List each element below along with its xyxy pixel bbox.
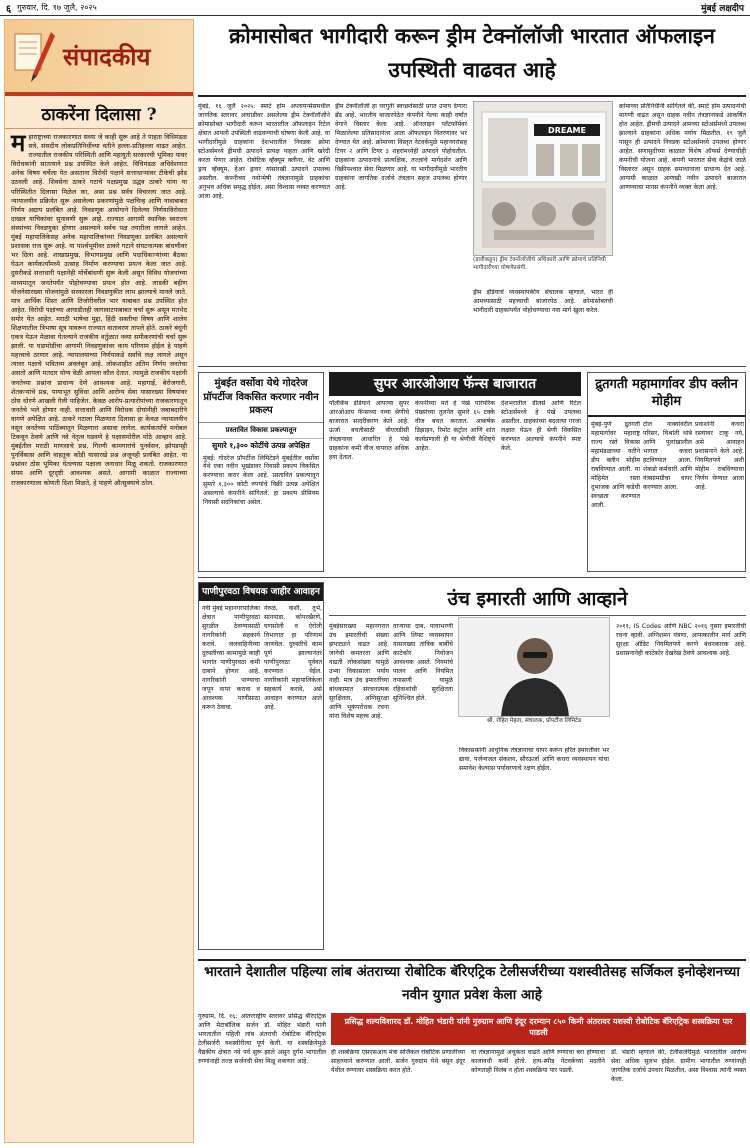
telesurgery-column-4: डॉ. भंडारी म्हणाले की, टेलीसर्जरीमुळे भारतातील आरोग्य सेवा अधिक सुलभ होईल. ग्रामीण भागातील रुग्णांनाही जागतिक दर्जाचे उपचार मिळतील, असा विश्वास त्यांनी व्यक्त केला.	[611, 1049, 746, 1083]
editorial-banner	[5, 20, 193, 96]
telesurgery-column-2: ही शस्त्रक्रिया एसएसआय मंत्रा सर्जिकल रोबोटिक प्रणालीच्या साहाय्याने करण्यात आली. सर्जन गुरुग्राम येथे बसून इंदूर येथील रुग्णावर शस्त्रक्रिया करत होते.	[331, 1049, 465, 1074]
tall-buildings-column-2: वाऱ्याचा दाब, पायाभरणी आणि लिफ्ट व्यवस्थापन यासारख्या तांत्रिक बाबींचे काटेकोर नियोजन आवश्यक असते. नियमांचे पालन आणि नियमित तपासणी यामुळे रहिवाशांची सुरक्षितता सुनिश्चित होते.	[393, 623, 453, 702]
story1-column-4: क्रोमाच्या प्रतिनिधींनी सांगितले की, स्मार्ट होम उत्पादनांची मागणी वाढत असून ग्राहक नवीन तंत्रज्ञानाकडे आकर्षित होत आहेत. ड्रीमची उत्पादने आमच्या स्टोअर्समध्ये उपलब्ध झाल्याने ग्राहकांना अधिक पर्याय मिळतील. १९ जुलै पासून ही उत्पादने निवडक स्टोअर्समध्ये उपलब्ध होणार आहेत. सणासुदीच्या काळात विशेष ऑफर्स देण्याचीही कंपनीची योजना आहे. कंपनी भारतात सेवा केंद्रांचे जाळे विस्तारत असून ग्राहक समाधानाला प्राधान्य देत आहे. आगामी काळात आणखी नवीन उत्पादने बाजारात आणण्याचा मानस कंपनीने व्यक्त केला आहे.	[619, 103, 746, 191]
godrej-body: मुंबई: गोदरेज प्रॉपर्टीज लिमिटेडने मुंबईतील वर्सोवा येथे एका नवीन भूखंडावर निवासी प्रकल्प विकसित करण्याचा करार केला आहे. प्रस्तावित प्रकल्पातून सुमारे १,३०० कोटी रुपयांचे विक्री उत्पन्न अपेक्षित असल्याचे कंपनीने सांगितले. हा प्रकल्प प्रीमियम निवासी सदनिकांचा असेल.	[203, 454, 319, 507]
tall-buildings-column-1: मुंबईसारख्या महानगरात उंच इमारतींची संख्या झपाट्याने वाढत आहे. जागेची कमतरता आणि वाढती लोकसंख्या यामुळे उभ्या विकासाला पर्याय नाही. मात्र उंच इमारतींच्या बांधकामात संरचनात्मक सुरक्षितता, अग्निसुरक्षा आणि भूकंपरोधक रचना यांना विशेष महत्त्व आहे.	[329, 623, 389, 720]
godrej-subhead-2: सुमारे १,३०० कोटींचे उत्पन्न अपेक्षित	[212, 440, 310, 450]
story1-column-2: ड्रीम टेक्नॉलॉजी हा घरगुती स्वच्छतेसाठी प्रगत उपाय देणारा ब्रँड आहे. भारतीय बाजारपेठेत कंपनीने गेल्या काही वर्षांत वेगाने विस्तार केला आहे. ऑनलाइन प्लॅटफॉर्मवर मिळालेल्या प्रतिसादानंतर आता ऑफलाइन वितरणावर भर देण्यात येत आहे. क्रोमाच्या विस्तृत नेटवर्कमुळे महानगरांसह टियर २ आणि टियर ३ शहरांमध्येही उत्पादने पोहोचतील. ग्राहकांना उत्पादनांचे प्रात्यक्षिक, तज्ज्ञांचे मार्गदर्शन आणि विक्रीपश्चात सेवा मिळणार आहे. या भागीदारीमुळे भारतीय ग्राहकांना जागतिक दर्जाचे तंत्रज्ञान सहज उपलब्ध होणार आहे.	[335, 103, 467, 191]
godrej-story	[198, 372, 324, 572]
tall-buildings-column-3: विकासकांनी आधुनिक तंत्रज्ञानाचा वापर करून हरित इमारतींवर भर द्यावा. पर्जन्यजल संकलन, सौरऊर्जा आणि कचरा व्यवस्थापन यांचा समावेश केल्यास पर्यावरणाचे रक्षण होईल.	[459, 747, 609, 772]
telesurgery-headline: भारताने देशातील पहिल्या लांब अंतराच्या रोबोटिक बॅरिएट्रिक टेलीसर्जरीच्या यशस्वीतेसह सर्जिकल इनोव्हेशनच्या नवीन युगात प्रवेश केला आहे	[198, 959, 746, 1007]
issue-date: गुरुवार, दि. १७ जुलै, २०२५	[17, 3, 97, 12]
super-roi-column-1: पॉलीकॅब इंडियाने आपल्या सुपर आरओआय फॅन्सच्या नव्या श्रेणीचे बाजारात सादरीकरण केले आहे. ऊर्जा बचतीसाठी बीएलडीसी तंत्रज्ञानावर आधारित हे पंखे ग्राहकांना कमी वीज वापरात अधिक हवा देतात.	[329, 400, 409, 461]
deep-clean-column-2: टोल नाक्यांवरील परिसर, विश्रांती थांबे आणि पुलांखालील भागात कचरा हटविण्यात आला. शेकडो कर्मचारी आणि यंत्रसामग्रीचा वापर करण्यात आला.	[643, 421, 692, 491]
tall-buildings-portrait	[458, 617, 610, 717]
story1-photo	[473, 101, 613, 256]
godrej-headline: मुंबईत वर्सोवा येथे गोदरेज प्रॉपर्टीज विकसित करणार नवीन प्रकल्प	[199, 373, 323, 423]
super-roi-column-3: देशभरातील डीलर्स आणि रिटेल स्टोअर्समध्ये हे पंखे उपलब्ध असतील. ग्राहकांच्या बदलत्या गरजा लक्षात घेऊन ही श्रेणी विकसित करण्यात आल्याचे कंपनीने स्पष्ट केले.	[501, 400, 581, 452]
editorial-column	[4, 19, 194, 1143]
editorial-body	[5, 129, 193, 1143]
editorial-text: हाराष्ट्राच्या राजकारणात सध्या जे काही सुरू आहे ते पाहता विधिमंडळ सत्रे, संसदीय लोकप्रतिनिधींच्या वतीने हल्ला-प्रतिहल्ला वाढत आहेत. राज्यातील राजकीय परिस्थिती आणि महायुती सरकारची भूमिका यावर विरोधकांनी सातत्याने प्रश्न उपस्थित केले आहेत. विधिमंडळ अधिवेशनात अनेक विषय चर्चेला येत असताना विरोधी पक्षाने सत्ताधाऱ्यांवर टीकेची झोड उठवली आहे. शिवसेना ठाकरे गटाचे पक्षप्रमुख उद्धव ठाकरे यांना या परिस्थितीत दिलासा मिळेल का, असा प्रश्न सर्वत्र विचारला जात आहे. न्यायालयीन प्रक्रियेत सुरू असलेल्या प्रकरणांमुळे पक्षचिन्ह आणि नावाबाबत निर्णय अद्याप प्रलंबित आहे. निवडणूक आयोगाने दिलेल्या निर्णयाविरोधात दाखल याचिकांवर सुनावणी सुरू आहे. राज्यात आगामी स्थानिक स्वराज्य संस्थांच्या निवडणुका होणार असल्याने सर्वच पक्ष तयारीला लागले आहेत. मुंबई महापालिकेसह अनेक महापालिकांच्या निवडणुका प्रलंबित असल्याने प्रशासक राज सुरू आहे. या पार्श्वभूमीवर ठाकरे गटाने संघटनात्मक बांधणीवर भर दिला आहे. शाखाप्रमुख, विभागप्रमुख आणि पदाधिकाऱ्यांच्या बैठका घेऊन कार्यकर्त्यांमध्ये उत्साह निर्माण करण्याचा प्रयत्न केला जात आहे. दुसरीकडे सत्ताधारी पक्षानेही मोर्चेबांधणी सुरू केली असून विविध योजनांच्या माध्यमातून जनतेपर्यंत पोहोचण्याचा प्रयत्न होत आहे. लाडकी बहीण योजनेसारख्या योजनांमुळे सरकारला निवडणुकीत लाभ झाल्याचे मानले जाते. मात्र आर्थिक शिस्त आणि तिजोरीवरील भार याबाबत प्रश्न उपस्थित होत आहेत. विरोधी पक्षांच्या आघाडीतही जागावाटपाबाबत चर्चा सुरू असून मतभेद समोर येत आहेत. मराठी भाषेचा मुद्दा, हिंदी सक्तीचा विषय आणि शालेय शिक्षणातील त्रिभाषा सूत्र यावरून राज्यात वातावरण तापले होते. ठाकरे बंधूंनी एकत्र येऊन मेळावा घेतल्याने राजकीय वर्तुळात नव्या समीकरणांची चर्चा सुरू झाली. या घडामोडींचा आगामी निवडणुकांवर काय परिणाम होईल हे पाहणे महत्त्वाचे ठरणार आहे. न्यायालयाच्या निर्णयाकडे सर्वांचे लक्ष लागले असून त्यावर पक्षाचे भवितव्य अवलंबून आहे. लोकशाहीत अंतिम निर्णय जनतेचा असतो आणि मतदार योग्य वेळी आपला कौल देतात. त्यामुळे राजकीय पक्षांनी जनतेच्या प्रश्नांना प्राधान्य देणे आवश्यक आहे. महागाई, बेरोजगारी, शेतकऱ्यांचे प्रश्न, पायाभूत सुविधा आणि आरोग्य सेवा यासारख्या विषयांवर ठोस धोरणे आखली गेली पाहिजेत. केवळ आरोप-प्रत्यारोपांच्या राजकारणातून जनतेचे भले होणार नाही. सत्ताधारी आणि विरोधक दोघांनीही जबाबदारीने वागणे अपेक्षित आहे. ठाकरे गटाला मिळणारा दिलासा हा केवळ न्यायालयीन नसून जनतेच्या पाठिंब्यातून मिळणारा असावा लागेल. कार्यकर्त्यांचे मनोबल टिकवून ठेवणे आणि नवे नेतृत्व घडवणे हे पक्षासमोरील मोठे आव्हान आहे. मुंबईतील मराठी माणसाचे प्रश्न, गिरणी कामगारांचे पुनर्वसन, झोपडपट्टी पुनर्विकास आणि वाहतूक कोंडी यासारखे प्रश्न अजूनही प्रलंबित आहेत. या प्रश्नांवर ठोस भूमिका घेतल्यास पक्षाला जनाधार मिळू शकतो. राजकारणात संयम आणि दूरदृष्टी आवश्यक असते. आगामी काळात राज्याच्या राजकारणाला कोणती दिशा मिळते, हे पाहणे औत्सुक्याचे ठरेल.	[11, 133, 187, 487]
page-number: ६	[6, 3, 12, 15]
super-roi-headline: सुपर आरओआय फॅन्स बाजारात	[329, 372, 581, 396]
super-roi-columns	[329, 400, 581, 570]
store-display-illustration	[474, 102, 613, 256]
godrej-subhead-1: प्रस्तावित विकास प्रकल्पातून	[199, 423, 323, 439]
deep-clean-headline: द्रुतगती महामार्गावर डीप क्लीन मोहीम	[588, 373, 745, 417]
quill-pen-icon	[11, 28, 57, 88]
water-notice	[198, 582, 324, 950]
deep-clean-story	[587, 372, 746, 572]
person-portrait-illustration	[459, 618, 610, 717]
section-divider	[198, 577, 746, 578]
story1-column-1: मुंबई, १६ जुलै २०२५: स्मार्ट होम अप्लायन्सेसमधील जागतिक स्तरावर आघाडीवर असलेल्या ड्रीम टेक्नॉलॉजीने क्रोमासोबत भागीदारी करून भारतातील ऑफलाइन रिटेल क्षेत्रात आपली उपस्थिती वाढवण्याची घोषणा केली आहे. या भागीदारीमुळे ग्राहकांना देशभरातील निवडक क्रोमा स्टोअर्समध्ये ड्रीमची उत्पादने प्रत्यक्ष पाहता आणि खरेदी करता येणार आहेत. रोबोटिक व्हॅक्यूम क्लीनर, वेट आणि ड्राय व्हॅक्यूम, हेअर ड्रायर यांसारखी उत्पादने उपलब्ध असतील. कंपनीच्या नवोन्मेषी तंत्रज्ञानामुळे ग्राहकांचा अनुभव अधिक समृद्ध होईल, असा विश्वास व्यक्त करण्यात आला आहे.	[198, 103, 330, 200]
telesurgery-column-1: गुरुग्राम, दि. १६: आंतरराष्ट्रीय स्तरावर प्रसिद्ध बॅरिएट्रिक आणि मेटाबॉलिक सर्जन डॉ. मोहित भंडारी यांनी भारतातील पहिली लांब अंतराची रोबोटिक बॅरिएट्रिक टेलीसर्जरी यशस्वीरीत्या पूर्ण केली. या शस्त्रक्रियेमुळे वैद्यकीय क्षेत्रात नवे पर्व सुरू झाले असून दुर्गम भागातील रुग्णांनाही तज्ज्ञ सर्जनची सेवा मिळू शकणार आहे.	[198, 1013, 326, 1065]
newspaper-brand: मुंबई लक्षदीप	[701, 4, 744, 14]
tall-buildings-caption: श्री. रोहित मेहता, संचालक, प्रॉपर्टीज लिमिटेड	[486, 718, 582, 724]
section-divider	[198, 366, 746, 367]
banner-rule	[5, 92, 193, 96]
page-folio	[0, 0, 750, 16]
water-notice-body	[202, 605, 322, 947]
water-notice-column-1: नवी मुंबई महानगरपालिका क्षेत्रात पाणीपुरवठा सुरळीत ठेवण्यासाठी नागरिकांनी सहकार्य करावे. जलवाहिनीच्या दुरुस्तीच्या कामामुळे काही भागांत पाणीपुरवठा कमी दाबाने होणार आहे. नागरिकांनी पाण्याचा जपून वापर करावा व आवश्यक पाणीसाठा करून ठेवावा.	[202, 605, 260, 711]
super-roi-story	[329, 372, 581, 572]
dreame-logo: DREAME	[548, 126, 586, 135]
deep-clean-column-1: मुंबई-पुणे द्रुतगती महामार्गावर महाराष्ट्र राज्य रस्ते विकास महामंडळाच्या वतीने डीप क्लीन मोहीम राबविण्यात आली. या मोहिमेत रस्ता दुभाजक आणि कडेची स्वच्छता करण्यात आली.	[591, 421, 640, 509]
telesurgery-column-3: या तंत्रज्ञानामुळे अचूकता वाढते आणि रुग्णाचा बरा होण्याचा कालावधी कमी होतो. हाय-स्पीड नेटवर्कच्या मदतीने कोणताही विलंब न होता शस्त्रक्रिया पार पडली.	[471, 1049, 605, 1074]
drop-cap: म	[11, 129, 26, 157]
tall-buildings-headline: उंच इमारती आणि आव्हाने	[329, 582, 746, 616]
deep-clean-columns	[591, 421, 744, 571]
story1-headline: क्रोमासोबत भागीदारी करून ड्रीम टेक्नॉलॉजी भारतात ऑफलाइन उपस्थिती वाढवत आहे	[198, 19, 746, 97]
tall-buildings-column-4: २०११, IS Codes आणि NBC २०१६ नुसार इमारतींची रचना व्हावी. अग्निशमन यंत्रणा, आपत्कालीन मार्ग आणि सुरक्षा ऑडिट नियमितपणे करणे बंधनकारक आहे. प्रशासनानेही काटेकोर देखरेख ठेवणे आवश्यक आहे.	[616, 623, 746, 657]
editorial-label: संपादकीय	[63, 42, 151, 71]
deep-clean-column-3: प्रवाशांनी कचरा रस्त्यावर टाकू नये, असे आवाहन प्रशासनाने केले आहे. नियमितपणे अशी मोहीम राबविण्याचा निर्णय घेण्यात आला आहे.	[695, 421, 744, 491]
story1-photo-caption: (डावीकडून) ड्रीम टेक्नॉलॉजीचे अधिकारी आणि क्रोमाचे प्रतिनिधी भागीदारीच्या घोषणेप्रसंगी.	[473, 257, 606, 271]
story1-column-3: ड्रीम इंडियाचे व्यवस्थापकीय संचालक म्हणाले, भारत ही आमच्यासाठी महत्त्वाची बाजारपेठ आहे. क्रोमासोबतची भागीदारी ग्राहकांपर्यंत पोहोचण्याचा नवा मार्ग खुला करेल.	[473, 289, 613, 314]
editorial-title: ठाकरेंना दिलासा ?	[5, 96, 193, 129]
telesurgery-highlight-box: प्रसिद्ध शल्यविशारद डॉ. मोहित भंडारी यांनी गुरुग्राम आणि इंदूर दरम्यान ८५० किमी अंतरावर यशस्वी रोबोटिक बॅरिएट्रिक शस्त्रक्रिया पार पाडली	[331, 1013, 746, 1045]
water-notice-headline: पाणीपुरवठा विषयक जाहीर आवाहन	[199, 583, 323, 601]
water-notice-column-2: नेरुळ, वाशी, तुर्भे, सानपाडा, कोपरखैरणे, घणसोली व ऐरोली विभागात हा परिणाम जाणवेल. दुरुस्तीचे काम पूर्ण झाल्यानंतर पाणीपुरवठा पूर्ववत करण्यात येईल. नागरिकांनी महापालिकेला सहकार्य करावे, असे आवाहन करण्यात आले आहे.	[264, 605, 322, 711]
super-roi-column-2: कंपनीच्या मते हे पंखे पारंपरिक पंख्यांच्या तुलनेत सुमारे ६५ टक्के वीज बचत करतात. आकर्षक डिझाइन, रिमोट कंट्रोल आणि शांत कार्यप्रणाली ही या श्रेणीची वैशिष्ट्ये आहेत.	[415, 400, 495, 452]
